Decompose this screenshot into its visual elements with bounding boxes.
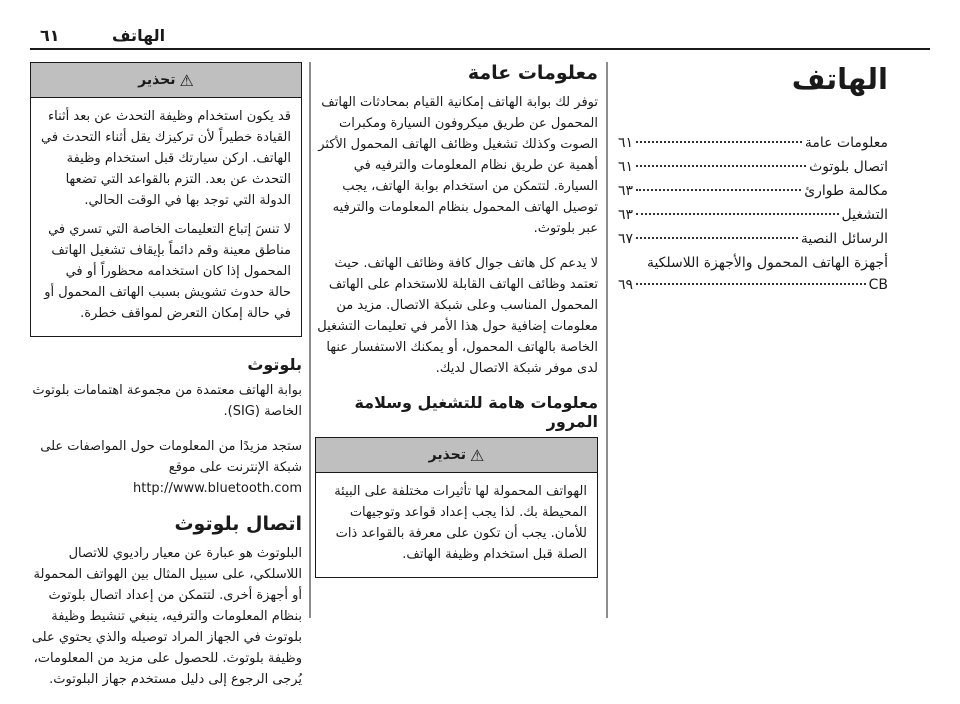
toc-item-label: معلومات عامة bbox=[804, 135, 888, 151]
toc-item-label: مكالمة طوارئ bbox=[804, 183, 888, 199]
toc-item-label: الرسائل النصية bbox=[800, 231, 888, 247]
toc-item-page: ٦٣ bbox=[618, 183, 634, 199]
toc-item[interactable] bbox=[618, 204, 888, 226]
chapter-toc-column bbox=[618, 62, 888, 298]
general-info-heading: معلومات عامة bbox=[467, 62, 598, 84]
toc-item[interactable] bbox=[618, 132, 888, 154]
toc-item[interactable] bbox=[618, 156, 888, 178]
toc-item-page: ٦١ bbox=[618, 159, 634, 175]
column-divider-left bbox=[309, 62, 311, 618]
page-number: ٦١ bbox=[40, 26, 60, 45]
warning-header bbox=[316, 438, 597, 473]
toc-item-page: ٦٣ bbox=[618, 207, 634, 223]
page-header bbox=[0, 0, 960, 48]
warning-triangle-icon: ⚠ bbox=[470, 445, 485, 465]
warning-text: قد يكون استخدام وظيفة التحدث عن بعد أثناء القيادة خطيراً لأن تركيزك يقل أثناء التحدث في الهاتف. اركن سيارتك قبل استخدام وظيفة التحدث عن بعد. التزم بالقواعد التي تضعها الدولة التي توجد بها في الوقت الحالي. bbox=[41, 109, 291, 208]
bluetooth-column bbox=[30, 62, 302, 704]
toc-list bbox=[618, 132, 888, 296]
toc-item-page: ٦٧ bbox=[618, 231, 634, 247]
toc-item[interactable] bbox=[618, 228, 888, 250]
header-rule bbox=[30, 48, 930, 50]
bluetooth-heading: بلوتوث bbox=[247, 355, 302, 374]
toc-leader bbox=[636, 141, 802, 143]
toc-leader bbox=[636, 165, 806, 167]
warning-body bbox=[31, 98, 301, 336]
warning-header bbox=[31, 63, 301, 98]
general-info-paragraph: لا يدعم كل هاتف جوال كافة وظائف الهاتف. حيث تعتمد وظائف الهاتف القابلة للاستخدام على الهاتف المحمول المناسب وعلى شبكة الاتصال. مزيد من معلومات إضافية حول هذا الأمر في تعليمات التشغيل الخاصة بالهاتف المحمول، أو يمكنك الاستفسار عنها لدى موفر شبكة الاتصال لديك. bbox=[317, 256, 598, 376]
toc-leader bbox=[636, 237, 798, 239]
safety-heading: معلومات هامة للتشغيل وسلامة المرور bbox=[354, 393, 598, 431]
general-info-paragraph: توفر لك بوابة الهاتف إمكانية القيام بمحادثات الهاتف المحمول عن طريق ميكروفون السيارة ومكبرات الصوت وكذلك تشغيل وظائف الهاتف المحمول الأكثر أهمية عن طريق نظام المعلومات والترفيه في السيارة. لتتمكن من استخدام بوابة الهاتف، يجب توصيل الهاتف المحمول بنظام المعلومات والترفيه عبر بلوتوث. bbox=[318, 95, 598, 236]
bluetooth-url-paragraph: ستجد مزيدًا من المعلومات حول المواصفات على شبكة الإنترنت على موقع http://www.bluetooth.com bbox=[40, 439, 302, 496]
warning-box bbox=[315, 437, 598, 578]
column-divider-right bbox=[606, 62, 608, 618]
toc-item-label: أجهزة الهاتف المحمول والأجهزة اللاسلكية bbox=[646, 255, 888, 271]
bluetooth-paragraph: بوابة الهاتف معتمدة من مجموعة اهتمامات بلوتوث الخاصة (SIG). bbox=[32, 383, 302, 419]
general-info-column bbox=[315, 62, 598, 596]
toc-leader bbox=[636, 283, 866, 285]
warning-text: الهواتف المحمولة لها تأثيرات مختلفة على البيئة المحيطة بك. لذا يجب إعداد قواعد وتوجيهات للأمان. يجب أن تكون على معرفة بالقواعد ذات الصلة قبل استخدام وظيفة الهاتف. bbox=[334, 484, 587, 562]
warning-body bbox=[316, 473, 597, 577]
chapter-title: الهاتف bbox=[791, 62, 888, 96]
warning-box bbox=[30, 62, 302, 337]
warning-label: تحذير bbox=[138, 72, 176, 88]
toc-item-page: ٦١ bbox=[618, 135, 634, 151]
running-title: الهاتف bbox=[112, 26, 166, 45]
toc-item-label: اتصال بلوتوث bbox=[809, 159, 888, 175]
warning-triangle-icon: ⚠ bbox=[179, 70, 194, 90]
toc-item[interactable] bbox=[618, 252, 888, 296]
bluetooth-connection-heading: اتصال بلوتوث bbox=[174, 513, 302, 535]
bluetooth-connection-paragraph: البلوتوث هو عبارة عن معيار راديوي للاتصال اللاسلكي، على سبيل المثال بين الهواتف المحمولة أو أجهزة أخرى. لتتمكن من إعداد اتصال بلوتوث بنظام المعلومات والترفيه، ينبغي تنشيط وظيفة بلوتوث في الجهاز المراد توصيله والذي يحتوي على وظيفة بلوتوث. للحصول على مزيد من المعلومات، يُرجى الرجوع إلى دليل مستخدم جهاز البلوتوث. bbox=[31, 546, 302, 687]
warning-text: لا تنسَ إتباع التعليمات الخاصة التي تسري في مناطق معينة وقم دائماً بإيقاف تشغيل الهاتف المحمول إذا كان استخدامه محظوراً أو في حالة حدوث تشويش بسبب الهاتف المحمول أو في حالة إمكان التعرض لمواقف خطرة. bbox=[44, 222, 291, 321]
warning-label: تحذير bbox=[428, 447, 467, 463]
toc-item-label: التشغيل bbox=[841, 207, 888, 223]
toc-item[interactable] bbox=[618, 180, 888, 202]
toc-item-page: ٦٩ bbox=[618, 277, 634, 293]
toc-item-label: CB bbox=[868, 277, 888, 293]
toc-leader bbox=[636, 213, 839, 215]
toc-leader bbox=[636, 189, 801, 191]
